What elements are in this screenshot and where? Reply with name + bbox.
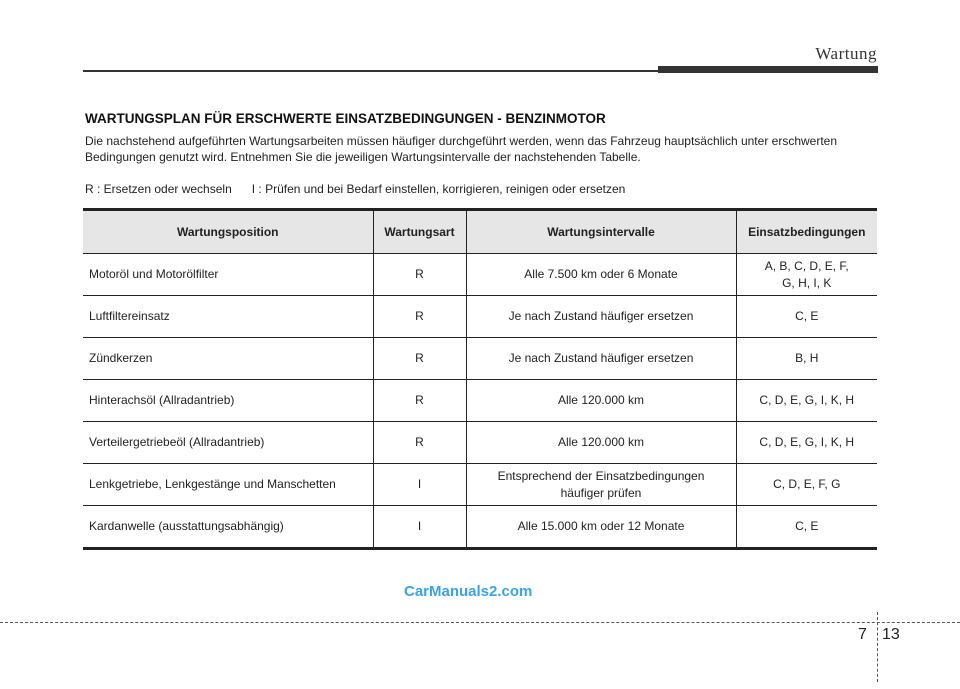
row-conditions: C, D, E, G, I, K, H: [736, 380, 877, 422]
row-type: R: [373, 338, 466, 380]
row-position: Kardanwelle (ausstattungsabhängig): [83, 506, 373, 549]
row-position: Hinterachsöl (Allradantrieb): [83, 380, 373, 422]
section-title: WARTUNGSPLAN FÜR ERSCHWERTE EINSATZBEDINGUNGEN - BENZINMOTOR: [85, 111, 606, 126]
row-conditions: C, D, E, F, G: [736, 464, 877, 506]
row-interval: Je nach Zustand häufiger ersetzen: [466, 296, 736, 338]
row-position: Verteilergetriebeöl (Allradantrieb): [83, 422, 373, 464]
table-row: [83, 380, 877, 422]
row-interval: Alle 7.500 km oder 6 Monate: [466, 254, 736, 296]
row-position: Motoröl und Motorölfilter: [83, 254, 373, 296]
row-interval: [466, 464, 736, 506]
header-rule-accent: [658, 66, 878, 73]
table-header-row: [83, 210, 877, 254]
row-interval-line2: häufiger prüfen: [560, 485, 642, 500]
table-row: [83, 296, 877, 338]
page-separator: [877, 612, 878, 682]
legend: [85, 182, 625, 196]
header-type: Wartungsart: [373, 210, 466, 254]
row-type: I: [373, 506, 466, 549]
header-interval: Wartungsintervalle: [466, 210, 736, 254]
table-row: [83, 464, 877, 506]
row-position: Luftfiltereinsatz: [83, 296, 373, 338]
row-conditions-line2: G, H, I, K: [782, 275, 832, 290]
row-conditions: C, D, E, G, I, K, H: [736, 422, 877, 464]
row-conditions: C, E: [736, 296, 877, 338]
header-position: Wartungsposition: [83, 210, 373, 254]
row-conditions: C, E: [736, 506, 877, 549]
row-conditions: B, H: [736, 338, 877, 380]
header-conditions: Einsatzbedingungen: [736, 210, 877, 254]
watermark-link[interactable]: CarManuals2.com: [404, 583, 533, 600]
maintenance-table: [83, 208, 877, 550]
table-row: [83, 338, 877, 380]
row-position: Zündkerzen: [83, 338, 373, 380]
footer-page-number: 13: [882, 626, 900, 643]
header-rule: [83, 70, 663, 72]
footer-rule: [0, 622, 960, 623]
chapter-title: Wartung: [815, 44, 877, 63]
row-interval: Alle 120.000 km: [466, 380, 736, 422]
legend-r: R : Ersetzen oder wechseln: [85, 182, 232, 196]
legend-i: I : Prüfen und bei Bedarf einstellen, korrigieren, reinigen oder ersetzen: [251, 182, 626, 196]
row-conditions: [736, 254, 877, 296]
row-position: Lenkgetriebe, Lenkgestänge und Manschetten: [83, 464, 373, 506]
section-intro: Die nachstehend aufgeführten Wartungsarbeiten müssen häufiger durchgeführt werden, wenn das Fahrzeug hauptsächlich unter erschwerten Bedingungen genutzt wird. Entnehmen Sie die jeweiligen Wartungsintervalle der nachstehenden Tabelle.: [85, 134, 838, 164]
table-row: [83, 254, 877, 296]
row-interval: Alle 15.000 km oder 12 Monate: [466, 506, 736, 549]
row-interval-line1: Entsprechend der Einsatzbedingungen: [497, 468, 705, 483]
table-row: [83, 422, 877, 464]
row-conditions-line1: A, B, C, D, E, F,: [764, 258, 849, 273]
footer-chapter-number: 7: [858, 626, 867, 643]
table-row: [83, 506, 877, 549]
row-type: R: [373, 296, 466, 338]
row-type: I: [373, 464, 466, 506]
row-type: R: [373, 422, 466, 464]
row-interval: Je nach Zustand häufiger ersetzen: [466, 338, 736, 380]
row-type: R: [373, 254, 466, 296]
row-interval: Alle 120.000 km: [466, 422, 736, 464]
row-type: R: [373, 380, 466, 422]
